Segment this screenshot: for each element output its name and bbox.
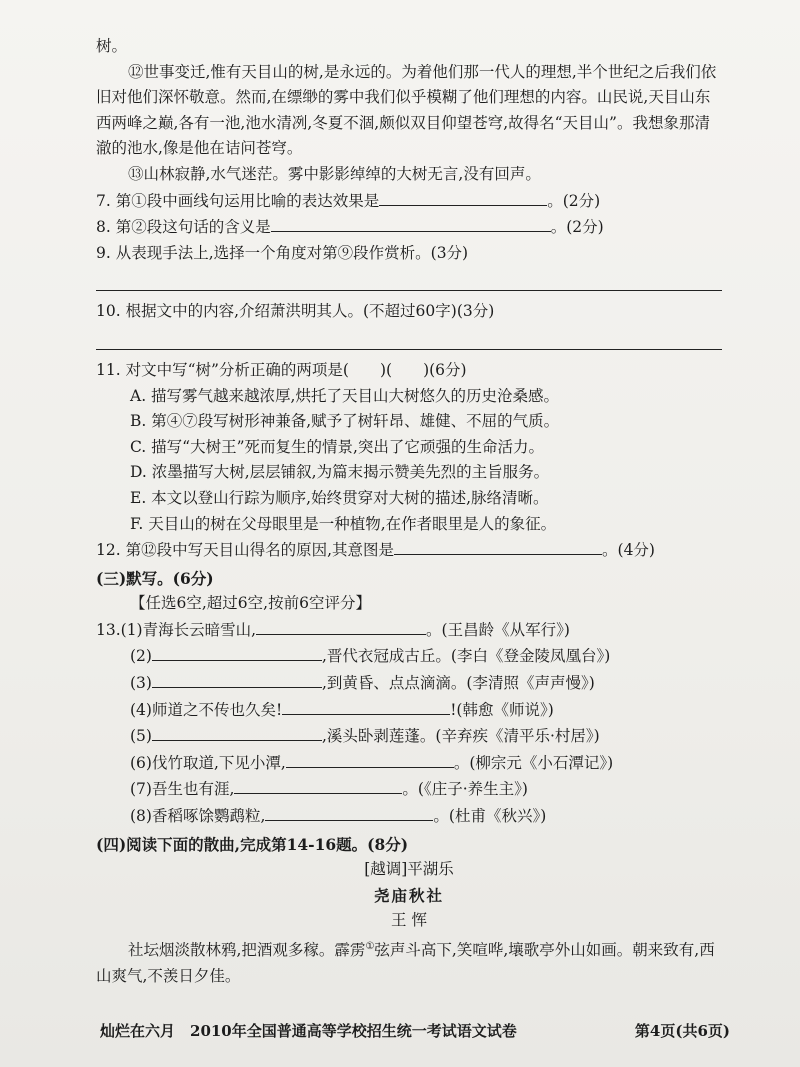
q8-answer-blank[interactable] — [271, 214, 551, 232]
q13-item-2: (2) ,晋代衣冠成古丘。(李白《登金陵凤凰台》) — [130, 643, 722, 670]
q11-option-f: F. 天目山的树在父母眼里是一种植物,在作者眼里是人的象征。 — [130, 514, 557, 533]
section-3-rule: 【任选6空,超过6空,按前6空评分】 — [130, 594, 371, 613]
section-4-heading: (四)阅读下面的散曲,完成第14-16题。(8分) — [96, 834, 409, 854]
q13-item-3: (3) ,到黄昏、点点滴滴。(李清照《声声慢》) — [130, 670, 722, 697]
q13-blank-6[interactable] — [286, 750, 454, 768]
question-7: 7. 第①段中画线句运用比喻的表达效果是 。(2分) — [96, 188, 722, 215]
q11-option-d: D. 浓墨描写大树,层层铺叙,为篇末揭示赞美先烈的主旨服务。 — [130, 463, 550, 482]
qu-author: 王 恽 — [391, 911, 427, 930]
q13-item-1: 13.(1)青海长云暗雪山, 。(王昌龄《从军行》) — [96, 617, 722, 644]
q13-blank-1[interactable] — [256, 617, 426, 635]
question-10: 10. 根据文中的内容,介绍萧洪明其人。(不超过60字)(3分) — [96, 302, 495, 321]
q13-blank-3[interactable] — [152, 670, 322, 688]
q10-answer-line[interactable] — [96, 329, 722, 350]
q13-item-4: (4)师道之不传也久矣! !(韩愈《师说》) — [130, 697, 722, 724]
question-8: 8. 第②段这句话的含义是 。(2分) — [96, 214, 722, 241]
question-11: 11. 对文中写“树”分析正确的两项是( )( )(6分) — [96, 360, 467, 379]
q13-blank-5[interactable] — [152, 723, 322, 741]
question-12: 12. 第⑫段中写天目山得名的原因,其意图是 。(4分) — [96, 537, 722, 564]
paragraph-13: ⑬山林寂静,水气迷茫。雾中影影绰绰的大树无言,没有回声。 — [128, 164, 541, 183]
top-line: 树。 — [96, 37, 128, 55]
q13-item-5: (5) ,溪头卧剥莲蓬。(辛弃疾《清平乐·村居》) — [130, 723, 722, 750]
q13-item-6: (6)伐竹取道,下见小潭, 。(柳宗元《小石潭记》) — [130, 750, 722, 777]
footer-exam-title: 灿烂在六月 2010年全国普通高等学校招生统一考试语文试卷 — [100, 1022, 517, 1041]
qu-title: [越调]平湖乐 — [364, 860, 454, 879]
q11-option-c: C. 描写“大树王”死而复生的情景,突出了它顽强的生命活力。 — [130, 437, 544, 456]
q13-item-8: (8)香稻啄馀鹦鹉粒, 。(杜甫《秋兴》) — [130, 803, 722, 830]
q13-blank-7[interactable] — [234, 776, 402, 794]
page-footer — [100, 1019, 730, 1045]
q11-option-e: E. 本文以登山行踪为顺序,始终贯穿对大树的描述,脉络清晰。 — [130, 488, 549, 507]
question-9: 9. 从表现手法上,选择一个角度对第⑨段作赏析。(3分) — [96, 243, 469, 262]
q11-option-b: B. 第④⑦段写树形神兼备,赋予了树轩昂、雄健、不屈的气质。 — [130, 412, 560, 431]
qu-text: 社坛烟淡散林鸦,把酒观多稼。霹雳①弦声斗高下,笑喧哗,壤歌亭外山如画。朝来致有,西山爽气,不羡日夕佳。 — [96, 941, 715, 985]
footnote-marker: ① — [365, 941, 375, 952]
q13-item-7: (7)吾生也有涯, 。(《庄子·养生主》) — [130, 776, 722, 803]
page-number: 第4页(共6页) — [634, 1022, 730, 1041]
q13-blank-8[interactable] — [265, 803, 433, 821]
q12-answer-blank[interactable] — [394, 537, 602, 555]
section-3-heading: (三)默写。(6分) — [96, 568, 214, 588]
q7-answer-blank[interactable] — [379, 188, 547, 206]
q11-option-a: A. 描写雾气越来越浓厚,烘托了天目山大树悠久的历史沧桑感。 — [130, 386, 559, 405]
qu-subtitle: 尧庙秋社 — [373, 885, 444, 905]
q13-blank-4[interactable] — [282, 697, 450, 715]
q13-blank-2[interactable] — [152, 643, 322, 661]
q9-answer-line[interactable] — [96, 270, 722, 291]
paragraph-12: ⑫世事变迁,惟有天目山的树,是永远的。为着他们那一代人的理想,半个世纪之后我们依旧对他们深怀敬意。然而,在缥缈的雾中我们似乎模糊了他们理想的内容。山民说,天目山东西两峰之巅,各有一池,池水清冽,冬夏不涸,颇似双目仰望苍穹,故得名“天目山”。我想象那清澈的池水,像是他在诘问苍穹。 — [96, 62, 717, 158]
